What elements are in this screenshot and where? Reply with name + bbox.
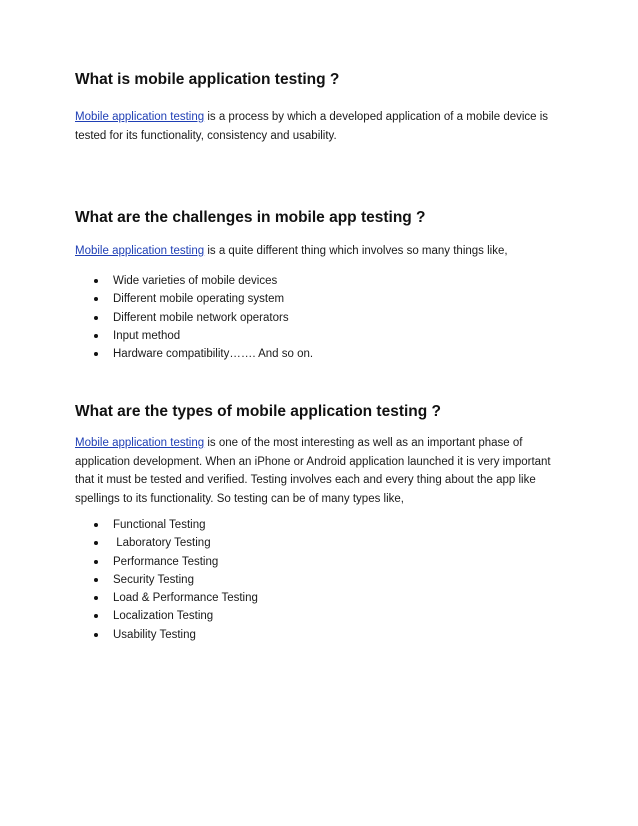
section-heading-types: What are the types of mobile application testing ?: [75, 403, 442, 420]
list-item-text: Localization Testing: [113, 610, 214, 623]
list-item: [75, 553, 258, 571]
list-item-text: Different mobile network operators: [113, 311, 289, 324]
list-item-text: Wide varieties of mobile devices: [113, 275, 278, 287]
mobile-app-testing-link[interactable]: Mobile application testing: [75, 245, 205, 257]
bullet-icon: [94, 523, 98, 527]
section-paragraph-challenges: [75, 242, 575, 261]
section-paragraph-what-is: [75, 108, 575, 145]
list-item: [75, 571, 258, 589]
types-list: [75, 516, 258, 644]
list-item: [75, 516, 258, 534]
list-item-text: Performance Testing: [113, 555, 219, 568]
bullet-icon: [94, 334, 98, 338]
list-item-text: Different mobile operating system: [113, 293, 285, 306]
bullet-icon: [94, 352, 98, 356]
list-item-text: Hardware compatibility……. And so on.: [113, 348, 314, 361]
list-item-text: Usability Testing: [113, 628, 196, 641]
bullet-icon: [94, 541, 98, 545]
paragraph-text: that it must be tested and verified. Testing involves each and every thing about the app like: [75, 474, 536, 486]
list-item: [75, 327, 313, 345]
bullet-icon: [94, 316, 98, 320]
paragraph-text: spellings to its functionality. So testing can be of many types like,: [75, 492, 404, 505]
list-item-text: Functional Testing: [113, 519, 206, 531]
list-item: [75, 626, 258, 644]
bullet-icon: [94, 596, 98, 600]
list-item: [75, 309, 313, 327]
mobile-app-testing-link[interactable]: Mobile application testing: [75, 437, 205, 449]
paragraph-text: is a process by which a developed application of a mobile device is: [204, 111, 549, 123]
paragraph-text: application development. When an iPhone or Android application launched it is very important: [75, 455, 551, 468]
list-item: [75, 290, 313, 308]
list-item-text: Input method: [113, 329, 181, 342]
section-heading-what-is: What is mobile application testing ?: [75, 71, 340, 88]
list-item: [75, 345, 313, 363]
bullet-icon: [94, 297, 98, 301]
paragraph-text: is one of the most interesting as well as an important phase of: [204, 437, 523, 449]
bullet-icon: [94, 614, 98, 618]
bullet-icon: [94, 633, 98, 637]
list-item: [75, 534, 258, 552]
paragraph-text: tested for its functionality, consistency and usability.: [75, 129, 337, 142]
list-item-text: Security Testing: [113, 573, 194, 586]
section-paragraph-types: [75, 434, 575, 508]
list-item: [75, 272, 313, 290]
mobile-app-testing-link[interactable]: Mobile application testing: [75, 111, 205, 123]
paragraph-text: is a quite different thing which involves so many things like,: [204, 245, 508, 257]
section-heading-challenges: What are the challenges in mobile app testing ?: [75, 209, 426, 226]
challenges-list: [75, 272, 313, 363]
bullet-icon: [94, 578, 98, 582]
list-item-text: Laboratory Testing: [113, 537, 211, 550]
list-item: [75, 607, 258, 625]
list-item-text: Load & Performance Testing: [113, 592, 258, 605]
bullet-icon: [94, 560, 98, 564]
bullet-icon: [94, 279, 98, 283]
list-item: [75, 589, 258, 607]
